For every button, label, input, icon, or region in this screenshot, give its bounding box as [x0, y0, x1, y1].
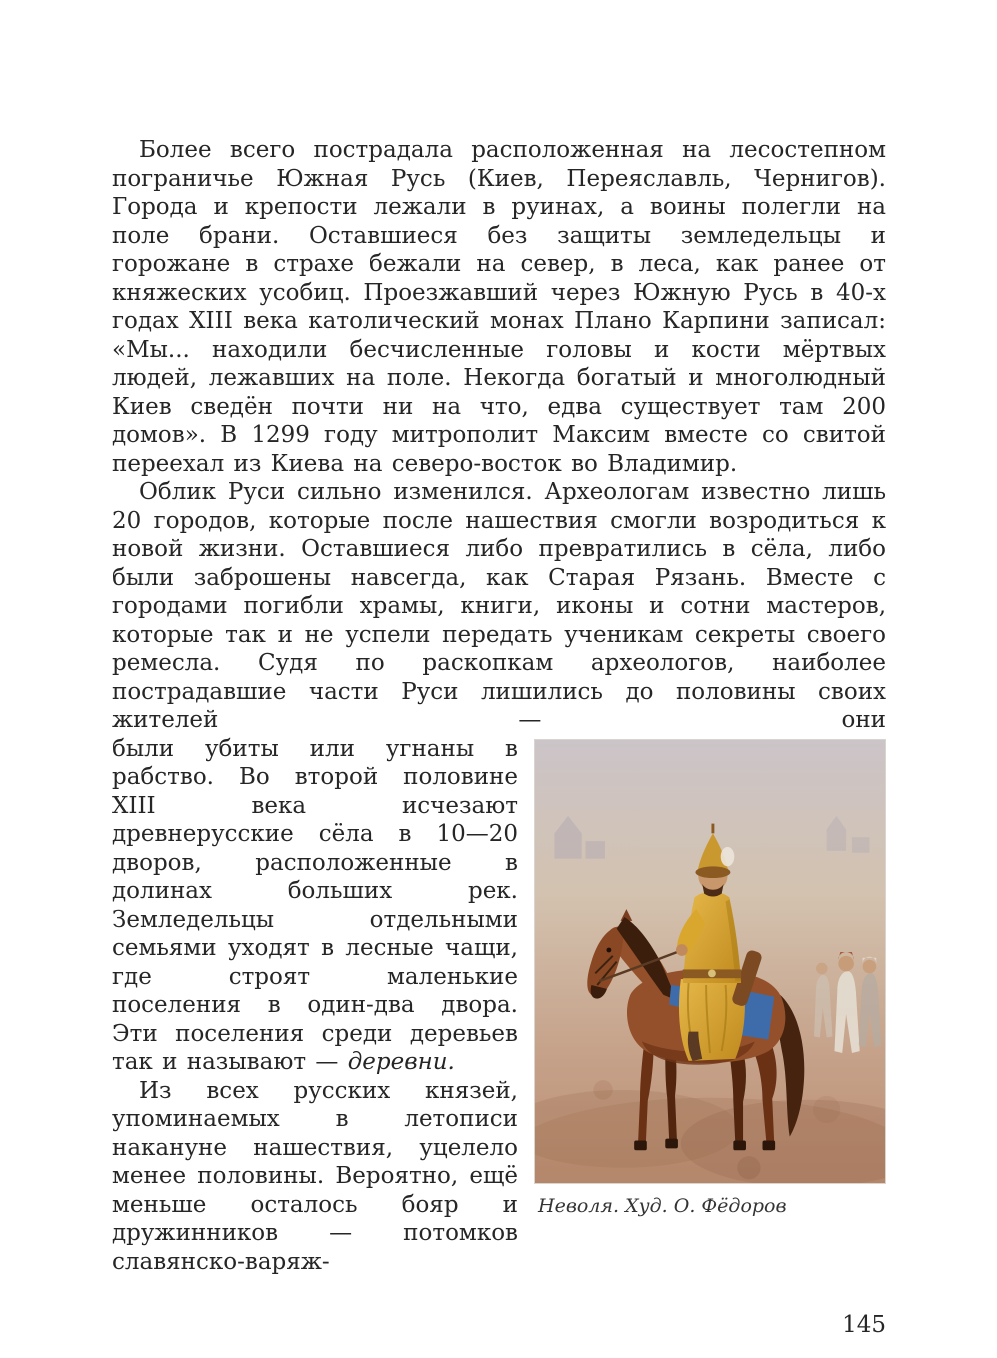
- page-text-block: [112, 136, 886, 1338]
- figure-caption: Неволя. Худ. О. Фёдоров: [538, 1194, 787, 1217]
- illustration-figure: [534, 735, 886, 1217]
- paragraph-rus-changed: Облик Руси сильно изменился. Археологам известно лишь 20 городов, которые после нашествия смогли возродиться к новой жизни. Оставшиеся либо превратились в сёла, либо были заброшены навсегда, как Старая Рязань. Вместе с городами погибли храмы, книги, иконы и сотни мастеров, которые так и не успели передать ученикам секреты своего ремесла. Судя по раскопкам археологов, наиболее пострадавшие части Руси лишились до половины своих жителей — они: [112, 479, 886, 733]
- left-text-column: [112, 735, 518, 1277]
- illustration-image: [534, 739, 886, 1184]
- captivity-painting-svg: [535, 740, 885, 1183]
- paragraph-south-rus: Более всего пострадала расположенная на лесостепном пограничье Южная Русь (Киев, Переяславль, Чернигов). Города и крепости лежали в руинах, а воины полегли на поле брани. Оставшиеся без защиты земледельцы и горожане в страхе бежали на север, в леса, как ранее от княжеских усобиц. Проезжавший через Южную Русь в 40-х годах XIII века католический монах Плано Карпини записал: «Мы... находили бесчисленные головы и кости мёртвых людей, лежавших на поле. Некогда богатый и многолюдный Киев сведён почти ни на что, едва существует там 200 домов». В 1299 году митрополит Максим вместе со свитой переехал из Киева на северо-восток во Владимир.: [112, 137, 886, 477]
- term-derevni: деревни.: [347, 1049, 455, 1075]
- text-and-figure-row: [112, 735, 886, 1277]
- page-number: 145: [842, 1312, 886, 1338]
- paragraph-continuation-text: были убиты или угнаны в рабство. Во второй половине XIII века исчезают древнерусские сёла в 10—20 дворов, расположенные в долинах больших рек. Земледельцы отдельными семьями уходят в лесные чащи, где строят маленькие поселения в один-два двора. Эти поселения среди деревьев так и называют —: [112, 735, 518, 1075]
- paragraph-rus-changed-continuation: [112, 735, 518, 1077]
- paragraph-princes: Из всех русских князей, упоминаемых в летописи накануне нашествия, уцелело менее половины. Вероятно, ещё меньше осталось бояр и дружинников — потомков славянско-варяж-: [112, 1077, 518, 1275]
